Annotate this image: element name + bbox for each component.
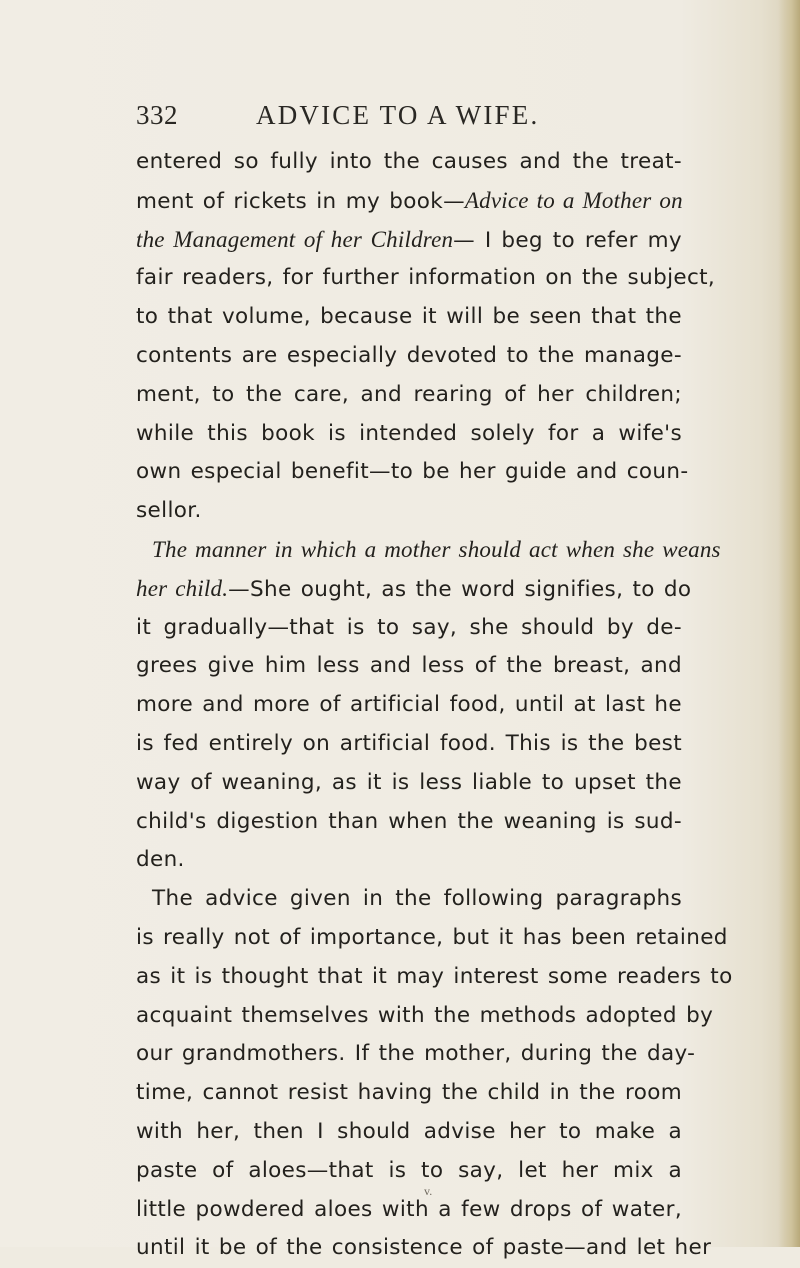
text-line: while this book is intended solely for a wife's <box>136 420 682 446</box>
text-line: fair readers, for further information on the subject, <box>136 265 716 291</box>
page-number: 332 <box>136 100 178 130</box>
text-line: way of weaning, as it is less liable to upset the <box>136 769 682 795</box>
text-line <box>136 221 682 260</box>
page-edge <box>778 0 800 1247</box>
text-line: more and more of artificial food, until at last he <box>136 692 682 718</box>
section-heading: The manner in which a mother should act when she weans <box>152 536 721 562</box>
book-title-italic: the Management of her Children <box>136 226 454 252</box>
text-line: as it is thought that it may interest some readers to <box>136 963 733 989</box>
text-line: contents are especially devoted to the manage- <box>136 342 682 368</box>
text-line: until it be of the consistence of paste—and let her <box>136 1235 712 1261</box>
text-line: with her, then I should advise her to make a <box>136 1118 682 1144</box>
section-heading-cont: her child. <box>136 575 229 601</box>
text-line: den. <box>136 847 185 873</box>
text-line: grees give him less and less of the breast, and <box>136 653 682 679</box>
body-text <box>136 143 733 1268</box>
text-line-rest: — I beg to refer my <box>453 227 682 253</box>
text-line: her child.—She ought, as the word signifies, to do <box>136 575 692 602</box>
page-mark: v. <box>424 1184 433 1198</box>
text-line: is fed entirely on artificial food. This is the best <box>136 730 682 756</box>
text-line: little powdered aloes with a few drops of water, <box>136 1196 682 1222</box>
text-line: sellor. <box>136 498 202 524</box>
text-line: is really not of importance, but it has been retained <box>136 924 728 950</box>
text-line: time, cannot resist having the child in the room <box>136 1080 682 1106</box>
text-line: ment of rickets in my book—Advice to a Mother on <box>136 187 683 214</box>
text-line: entered so fully into the causes and the treat- <box>136 149 682 174</box>
text-line: it gradually—that is to say, she should by de- <box>136 614 682 640</box>
book-title-italic: Advice to a Mother on <box>464 187 683 213</box>
text-line: acquaint themselves with the methods adopted by <box>136 1002 714 1028</box>
text-line: our grandmothers. If the mother, during the day- <box>136 1041 696 1067</box>
running-head-title: ADVICE TO A WIFE. <box>256 100 540 130</box>
text-line: own especial benefit—to be her guide and coun- <box>136 459 689 485</box>
running-head <box>136 100 696 140</box>
text-line: ment, to the care, and rearing of her children; <box>136 381 682 407</box>
text-line: to that volume, because it will be seen that the <box>136 304 682 330</box>
text-line: The advice given in the following paragraphs <box>152 886 682 912</box>
text-line: child's digestion than when the weaning is sud- <box>136 808 682 834</box>
text-line: paste of aloes—that is to say, let her mix a <box>136 1157 682 1183</box>
